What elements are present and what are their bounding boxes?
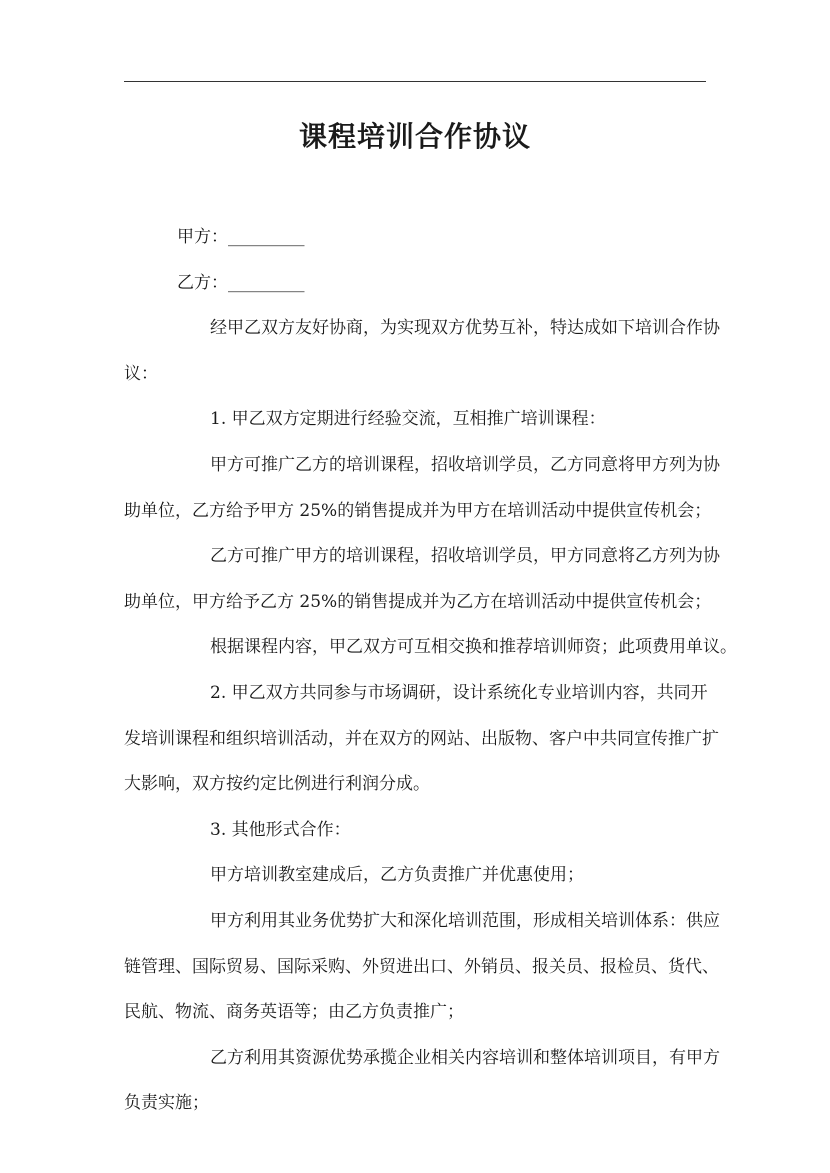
text-line: 助单位，乙方给予甲方 25%的销售提成并为甲方在培训活动中提供宣传机会； [124,500,712,521]
paragraph [124,1043,720,1134]
paragraph [124,678,719,815]
text-line: 甲方可推广乙方的培训课程，招收培训学员，乙方同意将甲方列为协 [210,454,720,475]
document-body [124,222,737,1134]
text-line: 1. 甲乙双方定期进行经验交流，互相推广培训课程： [210,409,606,430]
text-line: 经甲乙双方友好协商，为实现双方优势互补，特达成如下培训合作协 [210,318,720,339]
paragraph [124,404,706,450]
paragraph [124,541,720,632]
text-line: 乙方可推广甲方的培训课程，招收培训学员，甲方同意将乙方列为协 [210,546,720,567]
paragraph [124,313,720,404]
text-line: 3. 其他形式合作： [210,819,351,840]
paragraph [124,222,706,268]
paragraph [124,268,706,314]
text-line: 大影响，双方按约定比例进行利润分成。 [124,774,430,795]
text-line: 甲方利用其业务优势扩大和深化培训范围，形成相关培训体系：供应 [210,910,720,931]
paragraph [124,815,706,861]
text-line: 乙方：_________ [177,272,305,293]
text-line: 负责实施； [124,1093,209,1114]
text-line: 民航、物流、商务英语等；由乙方负责推广； [124,1002,464,1023]
paragraph [124,906,720,1043]
paragraph [124,632,737,678]
document-title: 课程培训合作协议 [298,120,531,153]
header-rule [124,81,706,82]
text-line: 乙方利用其资源优势承揽企业相关内容培训和整体培训项目，有甲方 [210,1047,720,1068]
text-line: 甲方：_________ [177,227,305,247]
paragraph [124,450,720,541]
paragraph [124,860,706,906]
text-line: 甲方培训教室建成后，乙方负责推广并优惠使用； [210,865,584,886]
text-line: 发培训课程和组织培训活动，并在双方的网站、出版物、客户中共同宣传推广扩 [124,728,719,749]
text-line: 链管理、国际贸易、国际采购、外贸进出口、外销员、报关员、报检员、货代、 [124,956,719,977]
text-line: 2. 甲乙双方共同参与市场调研，设计系统化专业培训内容，共同开 [210,682,708,703]
text-line: 助单位，甲方给予乙方 25%的销售提成并为乙方在培训活动中提供宣传机会； [124,591,712,612]
text-line: 议： [124,363,158,384]
text-line: 根据课程内容，甲乙双方可互相交换和推荐培训师资；此项费用单议。 [210,637,737,658]
